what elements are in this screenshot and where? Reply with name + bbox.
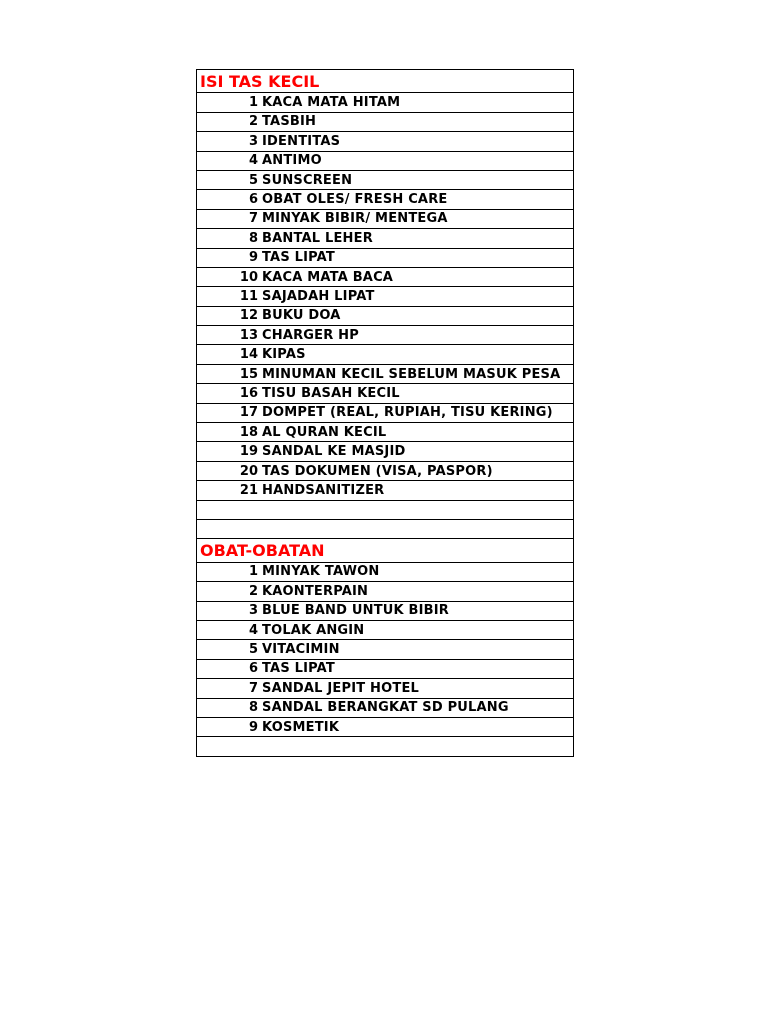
item-number: 6 [248, 661, 258, 677]
item-label: DOMPET (REAL, RUPIAH, TISU KERING) [262, 405, 553, 421]
table-row [197, 699, 573, 718]
table-row [197, 718, 573, 737]
item-label: OBAT OLES/ FRESH CARE [262, 192, 448, 208]
item-number: 6 [248, 192, 258, 208]
section-header-row [197, 539, 573, 562]
item-label: TISU BASAH KECIL [262, 385, 400, 401]
item-number: 7 [248, 211, 258, 227]
section-title: OBAT-OBATAN [200, 541, 325, 561]
table-row [197, 113, 573, 132]
item-number: 16 [239, 385, 258, 401]
table-row [197, 249, 573, 268]
item-label: SANDAL KE MASJID [262, 444, 406, 460]
item-label: VITACIMIN [262, 642, 340, 658]
table-row [197, 132, 573, 151]
table-row [197, 582, 573, 601]
item-number: 8 [248, 700, 258, 716]
table-row [197, 152, 573, 171]
item-label: CHARGER HP [262, 327, 359, 343]
item-number: 9 [248, 719, 258, 735]
item-number: 2 [248, 583, 258, 599]
item-label: TAS DOKUMEN (VISA, PASPOR) [262, 463, 493, 479]
item-label: SUNSCREEN [262, 172, 353, 188]
item-label: MINUMAN KECIL SEBELUM MASUK PESA [262, 366, 561, 382]
item-number: 9 [248, 250, 258, 266]
table-row [197, 229, 573, 248]
item-label: KIPAS [262, 347, 306, 363]
table-row [197, 365, 573, 384]
table-row [197, 326, 573, 345]
item-label: SANDAL BERANGKAT SD PULANG [262, 700, 509, 716]
table-row [197, 423, 573, 442]
item-label: TASBIH [262, 114, 317, 130]
item-number: 4 [248, 622, 258, 638]
item-number: 4 [248, 153, 258, 169]
item-number: 1 [248, 564, 258, 580]
item-number: 5 [248, 642, 258, 658]
item-label: KACA MATA HITAM [262, 95, 401, 111]
section-header-row [197, 70, 573, 93]
item-number: 2 [248, 114, 258, 130]
item-label: TAS LIPAT [262, 661, 335, 677]
item-number: 11 [239, 288, 258, 304]
item-number: 10 [239, 269, 258, 285]
item-label: TOLAK ANGIN [262, 622, 365, 638]
item-number: 14 [239, 347, 258, 363]
item-label: MINYAK TAWON [262, 564, 380, 580]
table-row [197, 602, 573, 621]
table-row [197, 190, 573, 209]
table-row [197, 93, 573, 112]
item-number: 7 [248, 680, 258, 696]
item-number: 8 [248, 230, 258, 246]
item-label: KACA MATA BACA [262, 269, 394, 285]
item-number: 21 [239, 482, 258, 498]
table-row [197, 345, 573, 364]
table-row [197, 640, 573, 659]
item-number: 17 [239, 405, 258, 421]
table-row [197, 307, 573, 326]
blank-row [197, 737, 573, 756]
item-number: 5 [248, 172, 258, 188]
item-label: KOSMETIK [262, 719, 340, 735]
item-label: AL QURAN KECIL [262, 424, 387, 440]
item-label: HANDSANITIZER [262, 482, 385, 498]
item-number: 3 [248, 133, 258, 149]
table-row [197, 171, 573, 190]
item-label: BUKU DOA [262, 308, 341, 324]
table-row [197, 462, 573, 481]
table-row [197, 384, 573, 403]
table-row [197, 404, 573, 423]
checklist-table [196, 69, 574, 757]
item-label: BANTAL LEHER [262, 230, 373, 246]
item-label: TAS LIPAT [262, 250, 335, 266]
section-title: ISI TAS KECIL [200, 71, 320, 91]
item-label: MINYAK BIBIR/ MENTEGA [262, 211, 448, 227]
blank-row [197, 520, 573, 539]
item-label: SAJADAH LIPAT [262, 288, 375, 304]
table-row [197, 442, 573, 461]
table-row [197, 563, 573, 582]
item-number: 3 [248, 603, 258, 619]
item-label: BLUE BAND UNTUK BIBIR [262, 603, 450, 619]
table-row [197, 679, 573, 698]
table-row [197, 287, 573, 306]
item-label: ANTIMO [262, 153, 322, 169]
table-row [197, 621, 573, 640]
item-number: 13 [239, 327, 258, 343]
item-label: IDENTITAS [262, 133, 341, 149]
table-row [197, 268, 573, 287]
item-number: 19 [239, 444, 258, 460]
item-number: 20 [239, 463, 258, 479]
blank-row [197, 501, 573, 520]
table-row [197, 481, 573, 500]
item-number: 1 [248, 95, 258, 111]
table-row [197, 210, 573, 229]
item-number: 18 [239, 424, 258, 440]
item-label: KAONTERPAIN [262, 583, 369, 599]
item-number: 15 [239, 366, 258, 382]
item-number: 12 [239, 308, 258, 324]
item-label: SANDAL JEPIT HOTEL [262, 680, 420, 696]
table-row [197, 660, 573, 679]
